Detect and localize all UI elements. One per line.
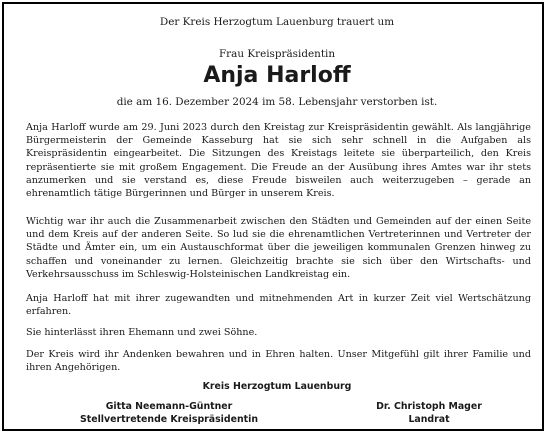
paragraph-condolence: Der Kreis wird ihr Andenken bewahren und in Ehren halten. Unser Mitgefühl gilt ihrer Familie und ihren Angehörigen. xyxy=(26,349,531,374)
signature-right-role: Landrat xyxy=(408,414,450,425)
paragraph-cooperation: Wichtig war ihr auch die Zusammenarbeit zwischen den Städten und Gemeinden auf der einen Seite und dem Kreis auf der anderen Seite. So lud sie die ehrenamtlichen Vertreterinnen und Vertreter der Städte und Ämter ein, um ein Austauschformat über die jeweiligen kommunalen Grenzen hinweg zu schaffen und voneinander zu lernen. Gleichzeitig brachte sie sich über den Wirtschafts- und Verkehrsausschuss im Schleswig-Holsteinischen Landkreistag ein. xyxy=(26,216,531,280)
signature-right-name: Dr. Christoph Mager xyxy=(376,401,482,412)
intro-line: Der Kreis Herzogtum Lauenburg trauert um xyxy=(159,16,395,28)
signature-left xyxy=(59,400,279,426)
title-line: Frau Kreispräsidentin xyxy=(218,48,336,60)
paragraph-appreciation: Anja Harloff hat mit ihrer zugewandten und mitnehmenden Art in kurzer Zeit viel Wertschätzung erfahren. xyxy=(26,293,531,318)
signature-organization: Kreis Herzogtum Lauenburg xyxy=(202,381,352,392)
deceased-name: Anja Harloff xyxy=(203,63,351,88)
paragraph-family: Sie hinterlässt ihren Ehemann und zwei Söhne. xyxy=(26,327,258,338)
signature-left-role: Stellvertretende Kreispräsidentin xyxy=(79,414,259,425)
notice-frame xyxy=(2,2,544,431)
signature-right xyxy=(319,400,539,426)
paragraph-career: Anja Harloff wurde am 29. Juni 2023 durch den Kreistag zur Kreispräsidentin gewählt. Als langjährige Bürgermeisterin der Gemeinde Kasseburg hat sie sich sehr schnell in die Aufgaben als Kreispräsidentin eingearbeitet. Die Sitzungen des Kreistags leitete sie überparteilich, den Kreis repräsentierte sie mit großem Engagement. Die Freude an der Ausübung ihres Amtes war ihr stets anzumerken und sie verstand es, diese Freude bisweilen auch weiterzugeben – gerade an ehrenamtlich tätige Bürgerinnen und Bürger in unserem Kreis. xyxy=(26,122,531,200)
death-line: die am 16. Dezember 2024 im 58. Lebensjahr verstorben ist. xyxy=(116,96,438,108)
signature-left-name: Gitta Neemann-Güntner xyxy=(105,401,233,412)
